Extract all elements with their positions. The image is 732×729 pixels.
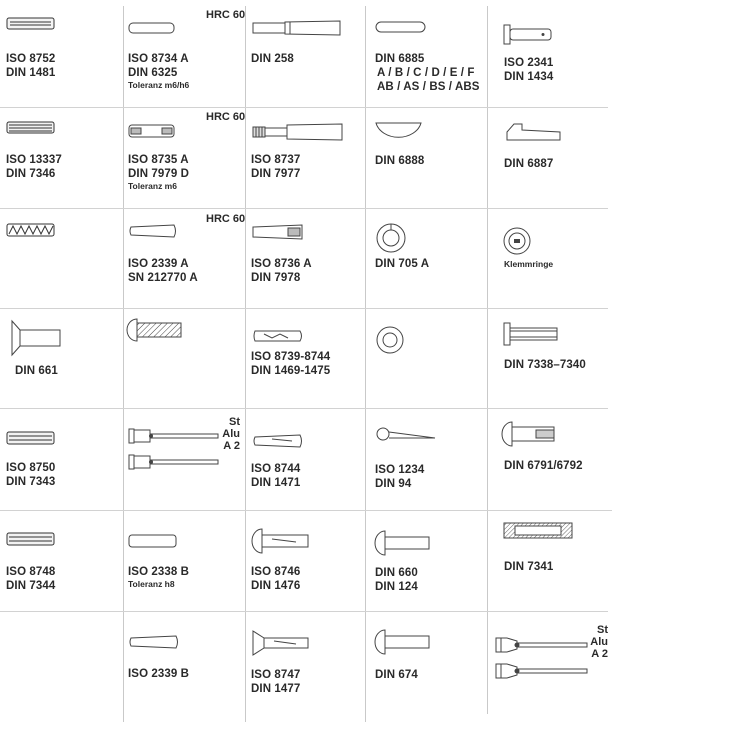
gib-head-key-icon xyxy=(506,122,562,142)
taper-pin-b-icon xyxy=(128,634,180,650)
product-label xyxy=(251,668,300,696)
product-label xyxy=(251,257,312,285)
key-form-list: A / B / C / D / E / F xyxy=(377,67,475,79)
standard-code: DIN 124 xyxy=(375,581,418,593)
standard-code: ISO 8750 xyxy=(6,462,56,474)
blind-rivet-pair-icon xyxy=(128,424,220,474)
standard-code: DIN 7977 xyxy=(251,168,301,180)
standard-code: DIN 7343 xyxy=(6,476,56,488)
material-st: St xyxy=(229,416,240,428)
product-label xyxy=(375,566,418,594)
product-label xyxy=(375,668,418,682)
column-divider xyxy=(365,6,366,722)
standard-code: DIN 674 xyxy=(375,669,418,681)
washer-icon xyxy=(375,325,405,355)
product-label xyxy=(375,257,429,271)
standard-code: ISO 2339 A xyxy=(128,258,189,270)
key-form-list: AB / AS / BS / ABS xyxy=(377,81,480,93)
product-label xyxy=(128,565,189,590)
cylindrical-pin-icon xyxy=(128,533,178,549)
row-divider xyxy=(0,510,612,511)
tubular-rivet-icon xyxy=(503,322,559,346)
standard-code: DIN 94 xyxy=(375,478,412,490)
product-label xyxy=(375,52,480,94)
adjusting-ring-icon xyxy=(375,222,407,254)
clevis-pin-icon xyxy=(503,24,553,46)
standard-code: DIN 1469-1475 xyxy=(251,365,331,377)
product-label xyxy=(251,350,330,378)
product-label xyxy=(251,462,300,490)
standard-code: DIN 6885 xyxy=(375,53,425,65)
product-label xyxy=(375,154,424,168)
standard-code: DIN 660 xyxy=(375,567,418,579)
tolerance-note: Toleranz m6/h6 xyxy=(128,80,190,90)
taper-pin-internal-thread-icon xyxy=(252,223,304,241)
standard-code: SN 212770 A xyxy=(128,272,198,284)
row-divider xyxy=(0,308,608,309)
product-label xyxy=(504,560,553,574)
standard-code: ISO 8739-8744 xyxy=(251,351,331,363)
product-label xyxy=(6,565,55,593)
product-label xyxy=(128,52,189,91)
standard-code: DIN 1476 xyxy=(251,580,301,592)
standard-code: DIN 258 xyxy=(251,53,294,65)
standard-code: DIN 6791/6792 xyxy=(504,460,583,472)
semi-tubular-rivet-icon xyxy=(502,421,556,447)
heavy-spiral-pin-icon xyxy=(6,531,56,547)
standard-code: DIN 1434 xyxy=(504,71,554,83)
product-label xyxy=(375,463,424,491)
standard-code: DIN 6325 xyxy=(128,67,178,79)
internal-thread-dowel-icon xyxy=(128,122,176,140)
standard-code: DIN 1477 xyxy=(251,683,301,695)
product-label xyxy=(251,52,294,66)
material-list xyxy=(584,624,608,660)
flat-round-head-rivet-icon xyxy=(375,629,431,655)
standard-code: ISO 8736 A xyxy=(251,258,312,270)
clamping-ring-icon xyxy=(502,226,532,256)
taper-pin-external-thread-icon xyxy=(252,122,344,142)
product-label xyxy=(504,56,553,84)
tolerance-note: Toleranz m6 xyxy=(128,181,177,191)
parallel-key-icon xyxy=(375,20,427,34)
standard-code: ISO 8737 xyxy=(251,154,301,166)
cotter-pin-icon xyxy=(375,426,437,446)
product-label xyxy=(128,153,189,192)
standard-code: ISO 2339 B xyxy=(128,668,190,680)
taper-pin-icon xyxy=(128,223,178,239)
standard-code: DIN 1471 xyxy=(251,477,301,489)
countersunk-grooved-pin-icon xyxy=(252,630,310,656)
product-label xyxy=(128,257,198,285)
standard-code: ISO 1234 xyxy=(375,464,425,476)
product-label xyxy=(504,259,553,270)
material-a2: A 2 xyxy=(591,648,608,660)
row-divider xyxy=(0,107,608,108)
product-label xyxy=(6,153,62,181)
standard-code: DIN 705 A xyxy=(375,258,430,270)
standard-code: ISO 8734 A xyxy=(128,53,189,65)
slotted-spring-pin-icon xyxy=(6,16,56,32)
material-st: St xyxy=(597,624,608,636)
hardness-label: HRC 60 xyxy=(206,213,246,225)
column-divider xyxy=(123,6,124,722)
column-divider xyxy=(245,6,246,722)
material-a2: A 2 xyxy=(223,440,240,452)
taper-pin-threaded-end-icon xyxy=(252,19,342,37)
light-spring-pin-icon xyxy=(6,120,56,136)
standard-code: ISO 2338 B xyxy=(128,566,190,578)
round-head-solid-rivet-icon xyxy=(375,530,431,556)
product-caption: Klemmringe xyxy=(504,259,554,269)
product-label xyxy=(504,459,583,473)
standard-code: DIN 1481 xyxy=(6,67,56,79)
material-list xyxy=(218,416,240,452)
taper-grooved-pin-icon xyxy=(252,433,304,449)
product-label xyxy=(6,461,55,489)
standard-code: ISO 8748 xyxy=(6,566,56,578)
rivet-sleeve-icon xyxy=(503,522,573,540)
standard-code: DIN 7978 xyxy=(251,272,301,284)
standard-code: DIN 7346 xyxy=(6,168,56,180)
standard-code: DIN 7338–7340 xyxy=(504,359,586,371)
standard-code: DIN 6887 xyxy=(504,158,554,170)
product-label xyxy=(504,358,586,372)
hardness-label: HRC 60 xyxy=(206,111,246,123)
standard-code: DIN 7341 xyxy=(504,561,554,573)
standard-code: ISO 8747 xyxy=(251,669,301,681)
woodruff-key-icon xyxy=(375,121,423,143)
standard-code: DIN 7979 D xyxy=(128,168,190,180)
standard-code: DIN 661 xyxy=(15,365,58,377)
hardened-dowel-pin-icon xyxy=(128,20,176,36)
coiled-spring-pin-icon xyxy=(6,222,56,238)
product-label xyxy=(6,52,55,80)
grooved-pin-icon xyxy=(252,328,304,344)
hardness-label: HRC 60 xyxy=(206,9,246,21)
tolerance-note: Toleranz h8 xyxy=(128,579,175,589)
row-divider xyxy=(0,408,608,409)
round-head-grooved-pin-icon xyxy=(252,528,310,554)
round-head-rivet-icon xyxy=(127,318,183,342)
standard-code: ISO 2341 xyxy=(504,57,554,69)
blind-rivet-pair-2-icon xyxy=(495,633,589,683)
standard-code: ISO 8744 xyxy=(251,463,301,475)
product-label xyxy=(15,364,58,378)
countersunk-rivet-icon xyxy=(10,320,62,356)
product-label xyxy=(128,667,189,681)
product-label xyxy=(251,565,300,593)
standard-code: ISO 8746 xyxy=(251,566,301,578)
standard-code: DIN 6888 xyxy=(375,155,425,167)
product-label xyxy=(251,153,300,181)
row-divider xyxy=(0,208,608,209)
material-alu: Alu xyxy=(222,428,240,440)
standard-code: ISO 13337 xyxy=(6,154,62,166)
standard-code: ISO 8752 xyxy=(6,53,56,65)
product-label xyxy=(504,157,553,171)
column-divider xyxy=(487,6,488,714)
spiral-pin-icon xyxy=(6,430,56,446)
material-alu: Alu xyxy=(590,636,608,648)
row-divider xyxy=(0,611,608,612)
standard-code: ISO 8735 A xyxy=(128,154,189,166)
standard-code: DIN 7344 xyxy=(6,580,56,592)
